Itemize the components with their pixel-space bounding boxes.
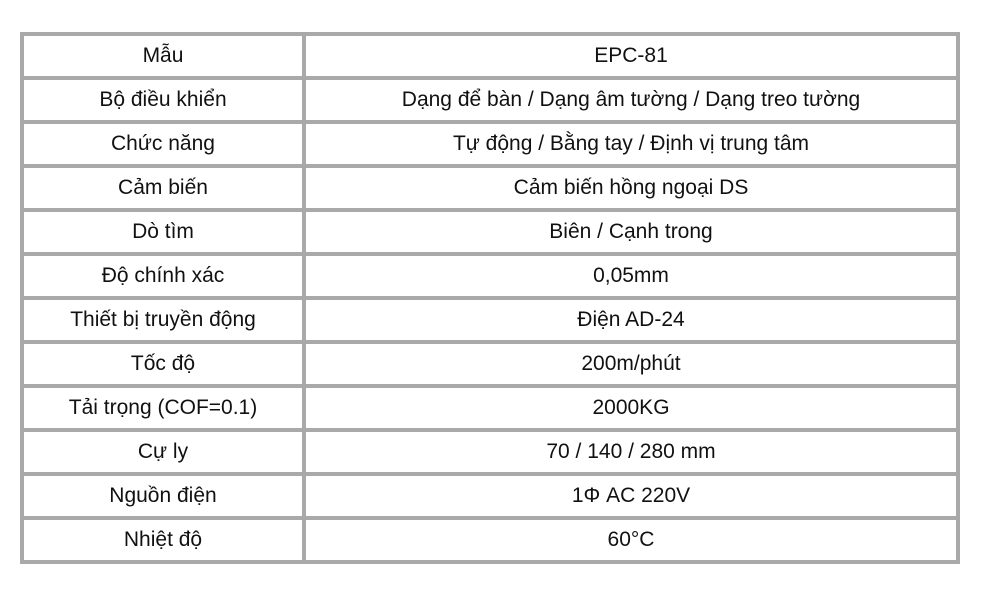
row-value: EPC-81: [305, 35, 957, 77]
table-row: [23, 385, 957, 429]
table-row: [23, 297, 957, 341]
row-value: Tự động / Bằng tay / Định vị trung tâm: [305, 121, 957, 165]
row-value: 0,05mm: [305, 253, 957, 297]
spec-table: [20, 32, 960, 564]
row-label: Chức năng: [23, 121, 305, 165]
row-label: Độ chính xác: [23, 253, 305, 297]
row-label: Tốc độ: [23, 341, 305, 385]
table-row: [23, 429, 957, 473]
row-label: Thiết bị truyền động: [23, 297, 305, 341]
row-label: Cảm biến: [23, 165, 305, 209]
row-label: Mẫu: [23, 35, 305, 77]
row-value: Biên / Cạnh trong: [305, 209, 957, 253]
row-value: 70 / 140 / 280 mm: [305, 429, 957, 473]
table-row: [23, 121, 957, 165]
row-value: 2000KG: [305, 385, 957, 429]
table-row: [23, 209, 957, 253]
row-value: 1Φ AC 220V: [305, 473, 957, 517]
row-value: 60°C: [305, 517, 957, 561]
row-value: Cảm biến hồng ngoại DS: [305, 165, 957, 209]
row-value: 200m/phút: [305, 341, 957, 385]
row-label: Dò tìm: [23, 209, 305, 253]
row-label: Nguồn điện: [23, 473, 305, 517]
table-row: [23, 473, 957, 517]
row-label: Bộ điều khiển: [23, 77, 305, 121]
table-row: [23, 165, 957, 209]
row-label: Nhiệt độ: [23, 517, 305, 561]
table-row: [23, 77, 957, 121]
row-value: Dạng để bàn / Dạng âm tường / Dạng treo tường: [305, 77, 957, 121]
table-row: [23, 341, 957, 385]
table-row: [23, 35, 957, 77]
table-row: [23, 517, 957, 561]
row-label: Tải trọng (COF=0.1): [23, 385, 305, 429]
row-value: Điện AD-24: [305, 297, 957, 341]
table-row: [23, 253, 957, 297]
row-label: Cự ly: [23, 429, 305, 473]
